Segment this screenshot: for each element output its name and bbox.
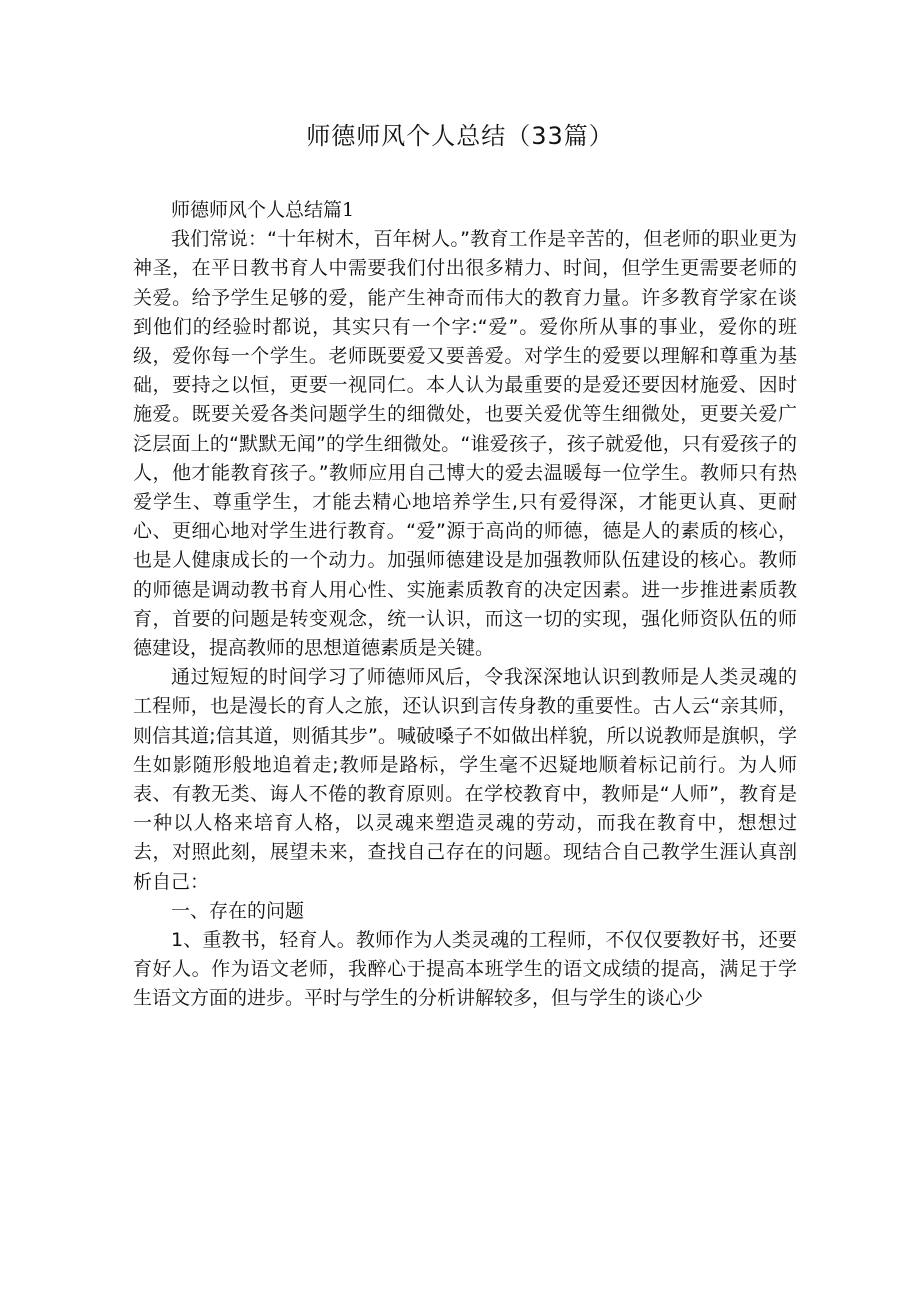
- document-body: [133, 196, 797, 1014]
- section-heading: 师德师风个人总结篇1: [171, 199, 355, 221]
- subheading-problems: 一、存在的问题: [171, 899, 305, 922]
- paragraph-1: 我们常说：“十年树木，百年树人。”教育工作是辛苦的，但老师的职业更为神圣，在平日教书育人中需要我们付出很多精力、时间，但学生更需要老师的关爱。给予学生足够的爱，能产生神奇而伟大的教育力量。许多教育学家在谈到他们的经验时都说，其实只有一个字:“爱”。爱你所从事的事业，爱你的班级，爱你每一个学生。老师既要爱又要善爱。对学生的爱要以理解和尊重为基础，要持之以恒，更要一视同仁。本人认为最重要的是爱还要因材施爱、因时施爱。既要关爱各类问题学生的细微处，也要关爱优等生细微处，更要关爱广泛层面上的“默默无闻”的学生细微处。“谁爱孩子，孩子就爱他，只有爱孩子的人，他才能教育孩子。”教师应用自己博大的爱去温暖每一位学生。教师只有热爱学生、尊重学生，才能去精心地培养学生,只有爱得深，才能更认真、更耐心、更细心地对学生进行教育。“爱”源于高尚的师德，德是人的素质的核心，也是人健康成长的一个动力。加强师德建设是加强教师队伍建设的核心。教师的师德是调动教书育人用心性、实施素质教育的决定因素。进一步推进素质教育，首要的问题是转变观念，统一认识，而这一切的实现，强化师资队伍的师德建设，提高教师的思想道德素质是关键。: [133, 228, 797, 660]
- list-item-1: 1、重教书，轻育人。教师作为人类灵魂的工程师，不仅仅要教好书，还要育好人。作为语文老师，我醉心于提高本班学生的语文成绩的提高，满足于学生语文方面的进步。平时与学生的分析讲解较多，但与学生的谈心少: [133, 929, 797, 1010]
- document-title: 师德师风个人总结（33篇）: [306, 122, 614, 150]
- paragraph-2: 通过短短的时间学习了师德师风后，令我深深地认识到教师是人类灵魂的工程师，也是漫长的育人之旅，还认识到言传身教的重要性。古人云“亲其师，则信其道;信其道，则循其步”。喊破嗓子不如做出样貌，所以说教师是旗帜，学生如影随形般地追着走;教师是路标，学生毫不迟疑地顺着标记前行。为人师表、有教无类、诲人不倦的教育原则。在学校教育中，教师是“人师”，教育是一种以人格来培育人格，以灵魂来塑造灵魂的劳动，而我在教育中，想想过去，对照此刻，展望未来，查找自己存在的问题。现结合自己教学生涯认真剖析自己：: [133, 666, 797, 893]
